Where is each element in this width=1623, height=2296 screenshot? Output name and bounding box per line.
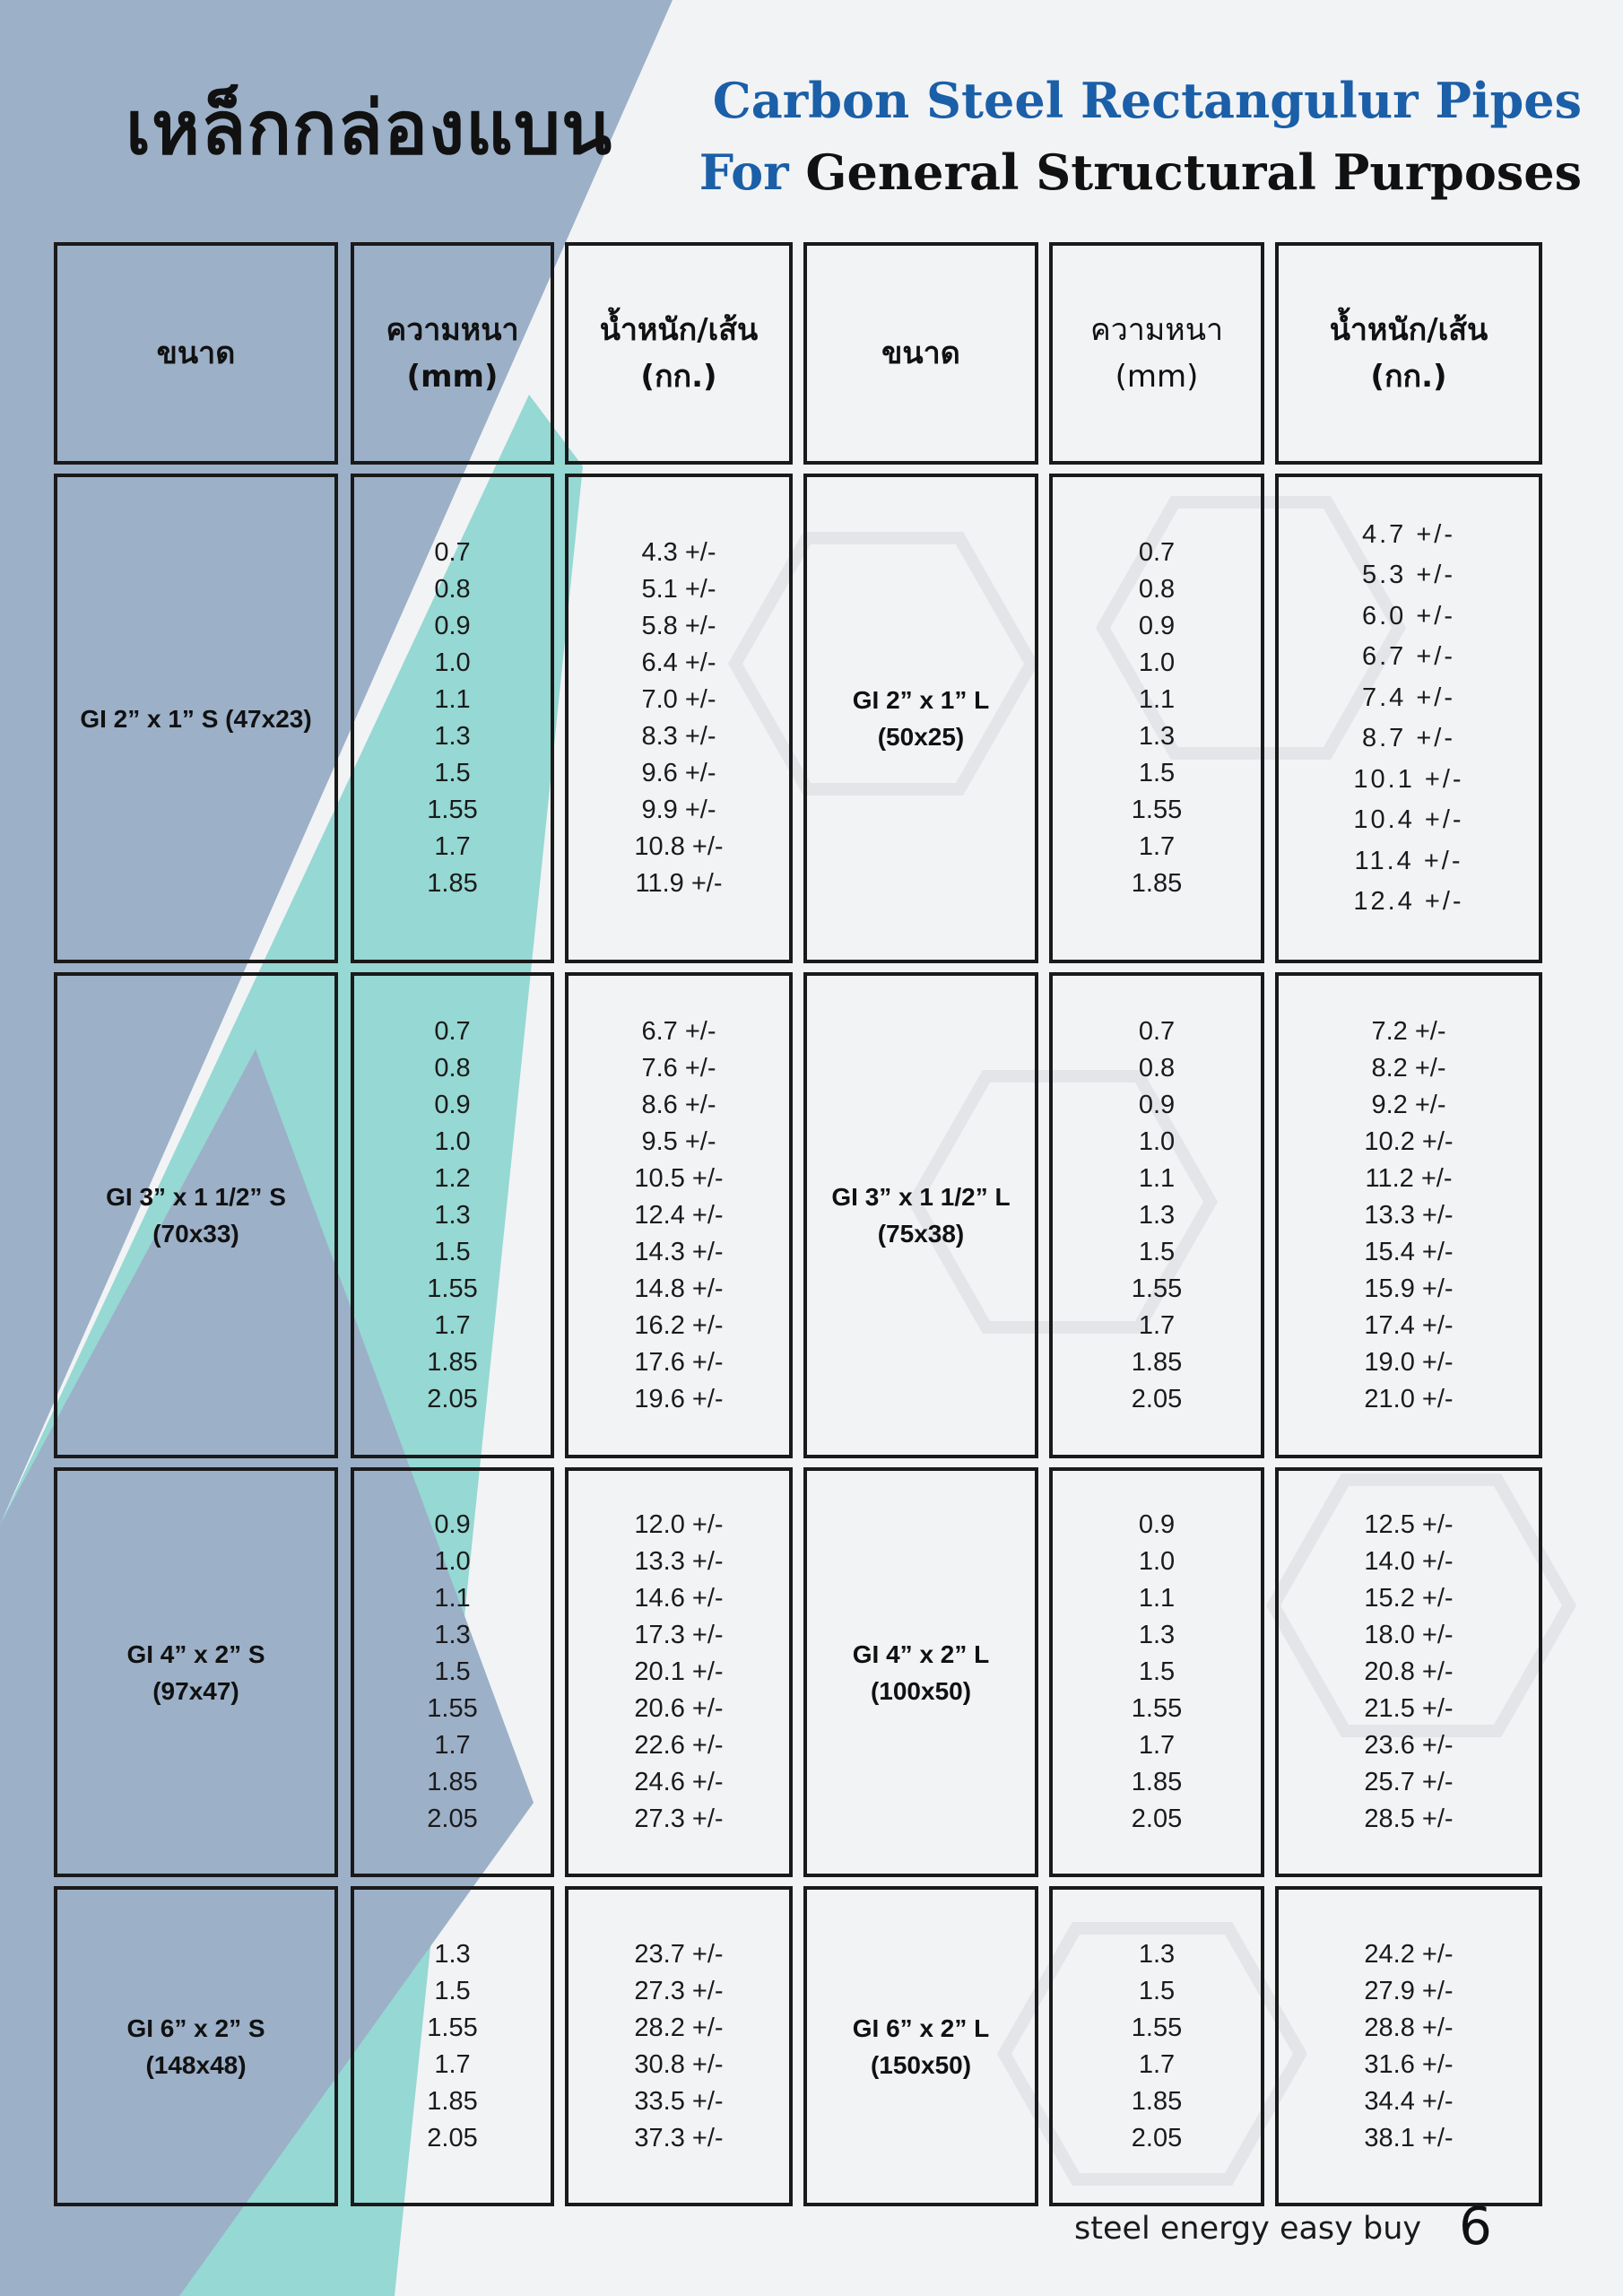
size-cell [803, 1886, 1038, 2206]
size-cell [54, 474, 338, 963]
weight-value: 16.2 +/- [634, 1310, 724, 1340]
page-title-thai: เหล็กกล่องแบน [126, 86, 613, 171]
subtitle-prefix: For [699, 144, 789, 201]
weight-value: 10.1 +/- [1353, 764, 1464, 794]
size-label: GI 6” x 2” L [852, 2013, 990, 2042]
weight-value: 8.7 +/- [1361, 724, 1456, 752]
thickness-value: 2.05 [427, 1384, 478, 1413]
thickness-value: 2.05 [427, 1805, 478, 1833]
thickness-value: 1.55 [1131, 1694, 1183, 1723]
size-dimensions: (70x33) [152, 1220, 239, 1248]
thickness-value: 1.5 [434, 1657, 471, 1686]
weight-value: 4.3 +/- [641, 538, 716, 567]
thickness-value: 1.3 [434, 1621, 471, 1649]
thickness-value: 0.9 [1138, 612, 1176, 640]
thickness-value: 1.55 [1131, 2013, 1183, 2042]
weight-value: 8.2 +/- [1371, 1053, 1446, 1083]
size-label: GI 2” x 1” S (47x23) [80, 704, 312, 733]
thickness-value: 1.3 [434, 1939, 471, 1969]
weight-value: 24.2 +/- [1364, 1939, 1454, 1969]
weight-value: 21.0 +/- [1364, 1384, 1454, 1413]
thickness-value: 1.0 [434, 648, 471, 677]
thickness-value: 1.85 [427, 1768, 478, 1796]
weight-value: 22.6 +/- [634, 1731, 724, 1760]
weight-value: 14.8 +/- [634, 1274, 724, 1303]
weight-value: 27.9 +/- [1364, 1976, 1454, 2005]
thickness-value: 1.7 [434, 2049, 471, 2079]
weight-value: 37.3 +/- [634, 2123, 724, 2152]
weight-value: 27.3 +/- [634, 1976, 724, 2005]
weight-value: 10.5 +/- [634, 1163, 724, 1193]
thickness-value: 0.9 [1138, 1090, 1176, 1119]
thickness-value: 0.7 [1138, 538, 1176, 567]
thickness-value: 1.2 [434, 1163, 471, 1193]
weight-value: 9.9 +/- [641, 796, 716, 824]
weight-value: 23.6 +/- [1364, 1731, 1454, 1760]
thickness-value: 1.3 [434, 722, 471, 751]
thickness-value: 1.5 [1138, 759, 1176, 787]
weight-value: 7.2 +/- [1371, 1016, 1446, 1046]
thickness-value: 2.05 [427, 2123, 478, 2152]
size-label: GI 4” x 2” L [852, 1639, 990, 1668]
thickness-value: 1.55 [427, 1694, 478, 1723]
thickness-value: 1.55 [427, 796, 478, 824]
weight-value: 33.5 +/- [634, 2086, 724, 2116]
weight-value: 23.7 +/- [634, 1939, 724, 1969]
size-dimensions: (50x25) [877, 723, 965, 751]
size-cell [54, 1886, 338, 2206]
thickness-value: 1.85 [427, 2086, 478, 2116]
thickness-value: 1.1 [434, 685, 471, 714]
header-label: ขนาด [881, 335, 960, 371]
thickness-value: 0.9 [1138, 1510, 1176, 1539]
weight-value: 6.7 +/- [1361, 642, 1456, 671]
header-cell-1 [54, 242, 338, 465]
weight-value: 18.0 +/- [1364, 1621, 1454, 1649]
weight-cell [1275, 474, 1542, 963]
thickness-value: 1.0 [1138, 648, 1176, 677]
weight-value: 15.2 +/- [1364, 1584, 1454, 1613]
header-unit: (กก.) [1370, 359, 1447, 395]
header-unit: (mm) [406, 359, 499, 395]
thickness-value: 1.0 [1138, 1547, 1176, 1576]
size-cell [803, 1467, 1038, 1877]
thickness-cell [1049, 1886, 1264, 2206]
size-cell [54, 1467, 338, 1877]
thickness-cell [351, 1886, 554, 2206]
thickness-value: 1.55 [1131, 1274, 1183, 1303]
weight-value: 25.7 +/- [1364, 1768, 1454, 1796]
weight-value: 5.3 +/- [1361, 561, 1456, 589]
thickness-value: 1.7 [1138, 2049, 1176, 2079]
weight-value: 30.8 +/- [634, 2049, 724, 2079]
header-cell-2 [351, 242, 554, 465]
thickness-value: 1.5 [434, 1976, 471, 2005]
thickness-value: 1.0 [434, 1547, 471, 1576]
thickness-value: 1.5 [434, 759, 471, 787]
weight-value: 9.2 +/- [1371, 1090, 1446, 1119]
thickness-value: 2.05 [1131, 1384, 1183, 1413]
size-cell [54, 972, 338, 1458]
header-unit: (mm) [1115, 359, 1199, 395]
weight-value: 17.4 +/- [1364, 1310, 1454, 1340]
weight-value: 6.7 +/- [641, 1016, 716, 1046]
weight-value: 15.4 +/- [1364, 1237, 1454, 1266]
weight-value: 12.5 +/- [1364, 1510, 1454, 1539]
weight-value: 14.6 +/- [634, 1584, 724, 1613]
weight-value: 28.5 +/- [1364, 1805, 1454, 1833]
thickness-value: 1.0 [434, 1126, 471, 1156]
weight-value: 14.0 +/- [1364, 1547, 1454, 1576]
thickness-cell [1049, 972, 1264, 1458]
page-number: 6 [1459, 2196, 1492, 2257]
weight-value: 9.6 +/- [641, 759, 716, 787]
weight-value: 20.6 +/- [634, 1694, 724, 1723]
weight-value: 9.5 +/- [641, 1126, 716, 1156]
weight-value: 17.3 +/- [634, 1621, 724, 1649]
size-cell [803, 972, 1038, 1458]
thickness-value: 1.7 [434, 1310, 471, 1340]
header-label: น้ำหนัก/เส้น [599, 312, 759, 348]
size-dimensions: (75x38) [877, 1220, 965, 1248]
header-label: น้ำหนัก/เส้น [1329, 312, 1488, 348]
weight-value: 11.9 +/- [635, 869, 723, 898]
weight-value: 12.4 +/- [634, 1200, 724, 1230]
thickness-value: 0.8 [1138, 1053, 1176, 1083]
thickness-value: 1.85 [427, 869, 478, 898]
thickness-value: 1.7 [1138, 1731, 1176, 1760]
thickness-value: 2.05 [1131, 1805, 1183, 1833]
weight-value: 11.2 +/- [1365, 1163, 1453, 1193]
thickness-value: 0.8 [1138, 575, 1176, 604]
thickness-value: 1.55 [1131, 796, 1183, 824]
size-dimensions: (150x50) [870, 2050, 972, 2079]
weight-value: 7.6 +/- [641, 1053, 716, 1083]
weight-value: 12.4 +/- [1353, 887, 1464, 916]
weight-value: 12.0 +/- [634, 1510, 724, 1539]
page-subtitle-english [699, 144, 1582, 201]
thickness-value: 1.85 [1131, 869, 1183, 898]
thickness-value: 1.1 [1138, 1163, 1176, 1193]
thickness-value: 1.5 [1138, 1237, 1176, 1266]
thickness-value: 0.8 [434, 1053, 471, 1083]
thickness-value: 1.5 [434, 1237, 471, 1266]
thickness-cell [1049, 1467, 1264, 1877]
thickness-value: 1.55 [427, 2013, 478, 2042]
weight-value: 24.6 +/- [634, 1768, 724, 1796]
thickness-value: 1.0 [1138, 1126, 1176, 1156]
weight-value: 38.1 +/- [1364, 2123, 1454, 2152]
weight-value: 6.4 +/- [641, 648, 716, 677]
weight-value: 10.2 +/- [1364, 1126, 1454, 1156]
thickness-value: 0.7 [1138, 1016, 1176, 1046]
weight-cell [1275, 972, 1542, 1458]
thickness-value: 0.7 [434, 1016, 471, 1046]
weight-value: 19.0 +/- [1364, 1347, 1454, 1377]
thickness-value: 1.5 [1138, 1657, 1176, 1686]
thickness-value: 0.9 [434, 612, 471, 640]
weight-cell [565, 474, 793, 963]
header-label: ความหนา [386, 312, 519, 348]
thickness-cell [1049, 474, 1264, 963]
size-dimensions: (100x50) [870, 1676, 972, 1705]
subtitle-rest: General Structural Purposes [788, 144, 1582, 201]
weight-value: 10.8 +/- [634, 832, 724, 861]
size-dimensions: (148x48) [145, 2050, 247, 2079]
weight-value: 17.6 +/- [634, 1347, 724, 1377]
thickness-value: 1.3 [1138, 1621, 1176, 1649]
weight-value: 20.8 +/- [1364, 1657, 1454, 1686]
weight-value: 7.0 +/- [641, 685, 716, 714]
header-label: ขนาด [156, 335, 236, 371]
weight-value: 4.7 +/- [1361, 519, 1456, 549]
weight-value: 8.3 +/- [641, 722, 716, 751]
header-cell-6 [1275, 242, 1542, 465]
weight-cell [1275, 1467, 1542, 1877]
header-label: ความหนา [1089, 312, 1224, 348]
weight-value: 6.0 +/- [1361, 601, 1456, 631]
thickness-value: 1.1 [1138, 685, 1176, 714]
header-unit: (กก.) [640, 359, 717, 395]
weight-cell [565, 972, 793, 1458]
thickness-value: 1.85 [1131, 2086, 1183, 2116]
weight-value: 7.4 +/- [1361, 683, 1456, 712]
weight-value: 28.2 +/- [634, 2013, 724, 2042]
thickness-cell [351, 1467, 554, 1877]
weight-value: 11.4 +/- [1354, 846, 1463, 875]
weight-cell [565, 1886, 793, 2206]
thickness-value: 0.9 [434, 1090, 471, 1119]
thickness-value: 1.1 [434, 1584, 471, 1613]
footer-tagline: steel energy easy buy [1074, 2211, 1422, 2247]
weight-value: 21.5 +/- [1364, 1694, 1454, 1723]
weight-value: 13.3 +/- [634, 1547, 724, 1576]
thickness-value: 1.3 [1138, 1200, 1176, 1230]
weight-value: 28.8 +/- [1364, 2013, 1454, 2042]
thickness-value: 1.85 [1131, 1347, 1183, 1377]
size-label: GI 6” x 2” S [126, 2013, 265, 2042]
thickness-value: 1.55 [427, 1274, 478, 1303]
thickness-cell [351, 474, 554, 963]
weight-cell [1275, 1886, 1542, 2206]
header-cell-3 [565, 242, 793, 465]
weight-value: 13.3 +/- [1364, 1200, 1454, 1230]
size-label: GI 3” x 1 1/2” S [106, 1183, 286, 1211]
thickness-value: 1.3 [434, 1200, 471, 1230]
thickness-value: 0.8 [434, 575, 471, 604]
weight-cell [565, 1467, 793, 1877]
size-label: GI 3” x 1 1/2” L [831, 1183, 1011, 1211]
thickness-value: 1.7 [434, 832, 471, 861]
page-title-english: Carbon Steel Rectangulur Pipes [712, 72, 1582, 129]
thickness-value: 2.05 [1131, 2123, 1183, 2152]
thickness-cell [351, 972, 554, 1458]
thickness-value: 1.3 [1138, 1939, 1176, 1969]
weight-value: 15.9 +/- [1364, 1274, 1454, 1303]
weight-value: 5.1 +/- [641, 575, 716, 604]
thickness-value: 0.9 [434, 1510, 471, 1539]
thickness-value: 1.85 [1131, 1768, 1183, 1796]
weight-value: 31.6 +/- [1364, 2049, 1454, 2079]
size-cell [803, 474, 1038, 963]
weight-value: 20.1 +/- [634, 1657, 724, 1686]
header-cell-4 [803, 242, 1038, 465]
size-dimensions: (97x47) [152, 1676, 239, 1705]
weight-value: 8.6 +/- [641, 1090, 716, 1119]
weight-value: 27.3 +/- [634, 1805, 724, 1833]
thickness-value: 1.7 [1138, 832, 1176, 861]
header-cell-5 [1049, 242, 1264, 465]
thickness-value: 1.1 [1138, 1584, 1176, 1613]
weight-value: 34.4 +/- [1364, 2086, 1454, 2116]
weight-value: 14.3 +/- [634, 1237, 724, 1266]
size-label: GI 4” x 2” S [126, 1639, 265, 1668]
size-label: GI 2” x 1” L [852, 686, 990, 714]
thickness-value: 1.85 [427, 1347, 478, 1377]
weight-value: 5.8 +/- [641, 612, 716, 640]
weight-value: 10.4 +/- [1353, 805, 1464, 834]
thickness-value: 1.3 [1138, 722, 1176, 751]
weight-value: 19.6 +/- [634, 1384, 724, 1413]
thickness-value: 1.7 [434, 1731, 471, 1760]
thickness-value: 0.7 [434, 538, 471, 567]
thickness-value: 1.5 [1138, 1976, 1176, 2005]
thickness-value: 1.7 [1138, 1310, 1176, 1340]
